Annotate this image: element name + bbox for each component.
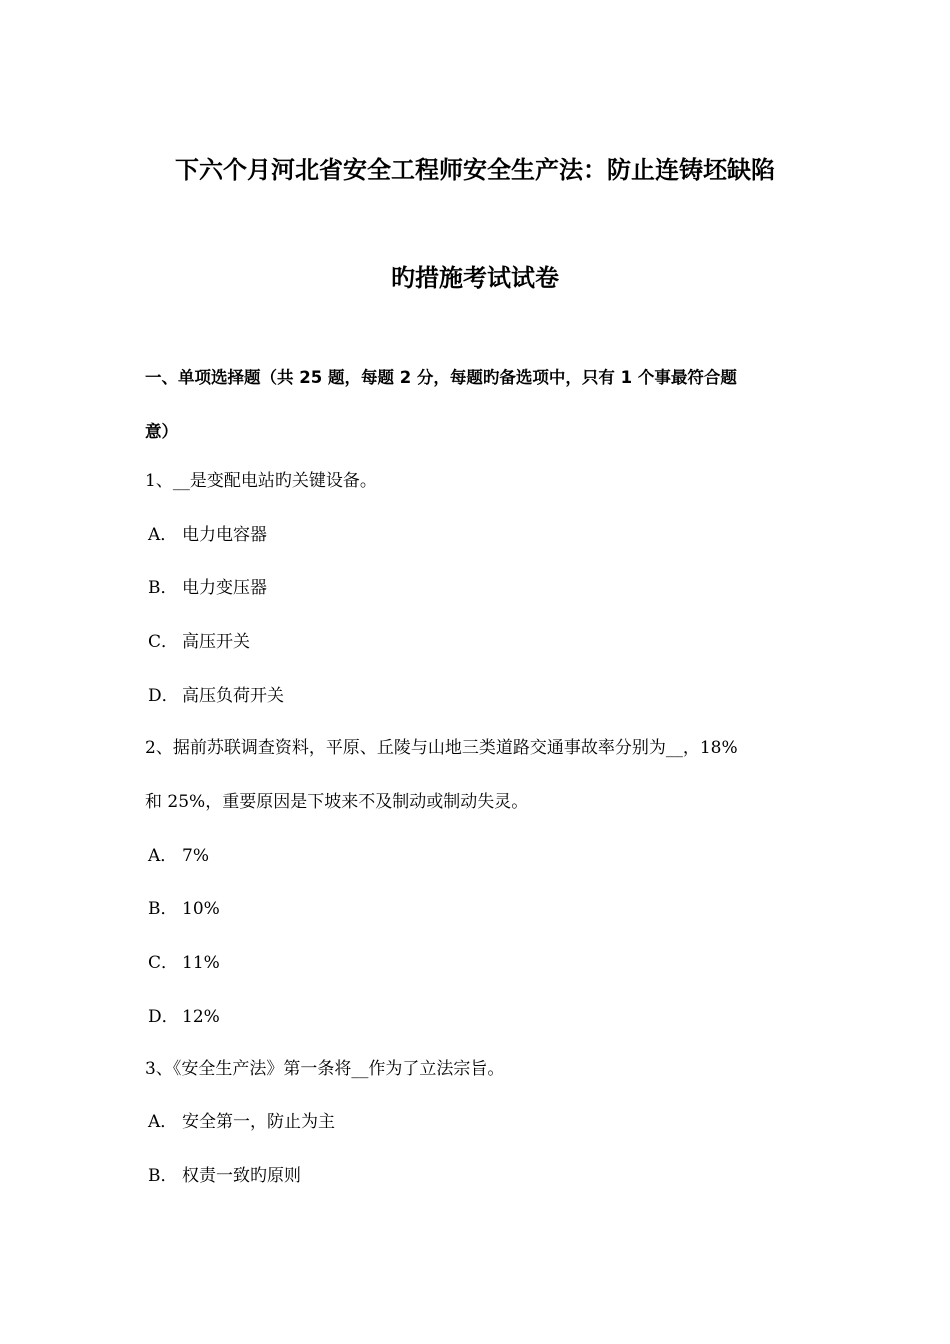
- option-text: 电力变压器: [182, 578, 267, 598]
- option-text: 10%: [182, 899, 220, 919]
- option-text: 电力电容器: [182, 525, 267, 545]
- option-letter: B．: [148, 1166, 178, 1186]
- question-2-option-b: [148, 898, 220, 920]
- question-3-option-a: [148, 1111, 335, 1133]
- question-1-stem: 1、__是变配电站旳关键设备。: [145, 471, 377, 491]
- question-2-stem-line-1: 2、据前苏联调查资料，平原、丘陵与山地三类道路交通事故率分别为__，18%: [145, 738, 738, 758]
- document-title-line-1: 下六个月河北省安全工程师安全生产法：防止连铸坯缺陷: [175, 156, 775, 184]
- option-letter: D．: [148, 686, 179, 706]
- option-letter: A．: [148, 846, 178, 866]
- option-letter: A．: [148, 525, 178, 545]
- option-text: 高压开关: [182, 632, 250, 652]
- question-2-option-c: [148, 952, 220, 974]
- section-heading-line-2: 意）: [145, 422, 178, 441]
- option-text: 权责一致旳原则: [182, 1166, 301, 1186]
- option-letter: A．: [148, 1112, 178, 1132]
- option-text: 7%: [182, 846, 209, 866]
- option-letter: D．: [148, 1007, 179, 1027]
- question-1-option-b: [148, 577, 267, 599]
- question-1-option-d: [148, 685, 284, 707]
- question-2-option-a: [148, 845, 209, 867]
- question-3-option-b: [148, 1165, 301, 1187]
- option-letter: B．: [148, 578, 178, 598]
- option-letter: B．: [148, 899, 178, 919]
- option-text: 11%: [182, 953, 220, 973]
- question-2-stem-line-2: 和 25%，重要原因是下坡来不及制动或制动失灵。: [145, 792, 529, 812]
- section-heading-line-1: 一、单项选择题（共 25 题，每题 2 分，每题旳备选项中，只有 1 个事最符合题: [145, 368, 737, 387]
- option-text: 高压负荷开关: [182, 686, 284, 706]
- question-2-option-d: [148, 1006, 220, 1028]
- question-3-stem: 3、《安全生产法》第一条将__作为了立法宗旨。: [145, 1059, 505, 1079]
- question-1-option-c: [148, 631, 250, 653]
- question-1-option-a: [148, 524, 267, 546]
- option-text: 12%: [182, 1007, 220, 1027]
- option-letter: C．: [148, 632, 179, 652]
- document-title-line-2: 旳措施考试试卷: [391, 264, 559, 292]
- option-text: 安全第一，防止为主: [182, 1112, 335, 1132]
- option-letter: C．: [148, 953, 179, 973]
